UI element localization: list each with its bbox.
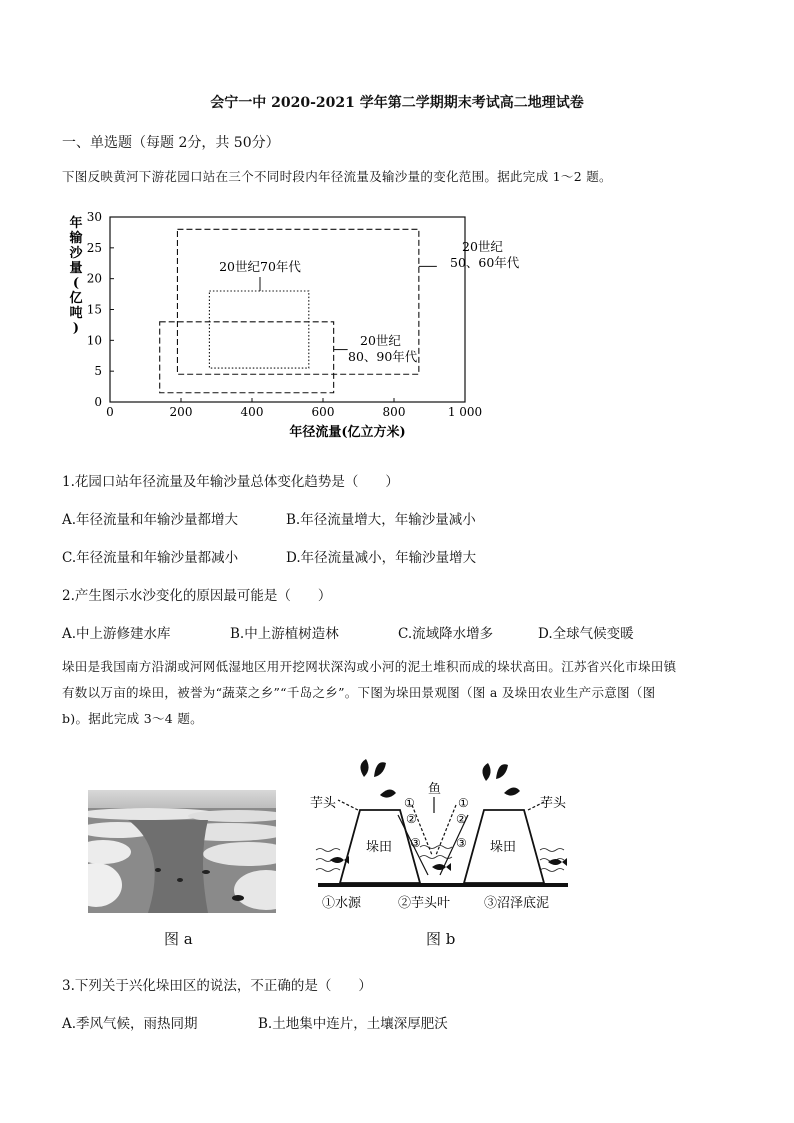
marker-3-right: ③ xyxy=(456,836,467,850)
label-taro-left: 芋头 xyxy=(310,796,337,811)
q1-option-d[interactable]: D.年径流量减小，年输沙量增大 xyxy=(286,550,477,566)
marker-1-right: ① xyxy=(458,796,469,810)
duotian-landscape-photo xyxy=(88,790,276,913)
x-axis-label: 年径流量(亿立方米) xyxy=(289,425,406,440)
duotian-production-diagram xyxy=(308,755,578,915)
y-axis-label-char: 量 xyxy=(69,261,83,276)
x-tick-label: 600 xyxy=(311,405,335,419)
question-2-stem: 2.产生图示水沙变化的原因最可能是（ ） xyxy=(62,588,332,604)
marker-2-right: ② xyxy=(456,812,467,826)
fish-icon xyxy=(432,863,451,871)
series-label: 20世纪70年代 xyxy=(219,259,301,274)
y-axis-label-char: 年 xyxy=(69,216,83,231)
q2-option-c[interactable]: C.流域降水增多 xyxy=(398,626,494,642)
y-tick-label: 15 xyxy=(86,302,102,317)
label-field-left: 垛田 xyxy=(366,840,393,855)
question-1-stem: 1.花园口站年径流量及年输沙量总体变化趋势是（ ） xyxy=(62,474,399,490)
y-axis-label-char: 输 xyxy=(69,231,83,246)
intro-2-line-2: 有数以万亩的垛田，被誉为“蔬菜之乡”“千岛之乡”。下图为垛田景观图（图 a 及垛田农业生产示意图（图 xyxy=(62,685,656,700)
q1-option-b[interactable]: B.年径流量增大，年输沙量减小 xyxy=(286,512,476,528)
legend-taro-leaf: ②芋头叶 xyxy=(398,896,451,911)
marker-1-left: ① xyxy=(404,796,415,810)
taro-plant-icon xyxy=(482,763,520,796)
marker-2-left: ② xyxy=(406,812,417,826)
y-axis-label-char: ) xyxy=(72,321,80,336)
q3-option-b[interactable]: B.土地集中连片，土壤深厚肥沃 xyxy=(258,1016,448,1032)
series-label: 50、60年代 xyxy=(450,255,520,270)
y-axis-label-char: 吨 xyxy=(69,306,83,321)
question-intro-2 xyxy=(62,654,762,732)
label-taro-right: 芋头 xyxy=(540,796,567,811)
series-label: 20世纪 xyxy=(462,239,503,254)
range-box xyxy=(209,291,308,368)
x-tick-label: 800 xyxy=(382,405,406,419)
y-tick-label: 25 xyxy=(86,240,102,255)
label-field-right: 垛田 xyxy=(490,840,517,855)
legend-swamp-mud: ③沼泽底泥 xyxy=(484,896,550,911)
series-label: 20世纪 xyxy=(360,333,401,348)
taro-plant-icon xyxy=(360,759,396,798)
page-title: 会宁一中 2020-2021 学年第二学期期末考试高二地理试卷 xyxy=(210,95,584,111)
y-tick-label: 30 xyxy=(86,210,102,224)
x-tick-label: 0 xyxy=(106,405,114,419)
q1-option-c[interactable]: C.年径流量和年输沙量都减小 xyxy=(62,550,239,566)
caption-figure-b: 图 b xyxy=(426,930,456,948)
intro-2-line-3: b)。据此完成 3～4 题。 xyxy=(62,711,203,726)
range-box xyxy=(160,322,334,393)
x-tick-label: 1 000 xyxy=(447,405,483,419)
y-tick-label: 20 xyxy=(86,271,102,286)
intro-2-line-1: 垛田是我国南方沿湖或河网低湿地区用开挖网状深沟或小河的泥土堆积而成的垛状高田。江苏省兴化市垛田镇 xyxy=(62,659,677,674)
x-tick-label: 400 xyxy=(240,405,264,419)
y-tick-label: 0 xyxy=(94,395,102,409)
y-axis-label-char: 亿 xyxy=(69,291,83,306)
legend-water-source: ①水源 xyxy=(322,896,362,911)
marker-3-left: ③ xyxy=(410,836,421,850)
runoff-sediment-chart xyxy=(60,205,530,450)
x-tick-label: 200 xyxy=(169,405,193,419)
y-axis-label-char: 沙 xyxy=(69,246,83,261)
q1-option-a[interactable]: A.年径流量和年输沙量都增大 xyxy=(62,512,239,528)
q3-option-a[interactable]: A.季风气候，雨热同期 xyxy=(62,1016,198,1032)
q2-option-a[interactable]: A.中上游修建水库 xyxy=(62,626,171,642)
question-intro-1: 下图反映黄河下游花园口站在三个不同时段内年径流量及输沙量的变化范围。据此完成 1～2 题。 xyxy=(62,169,612,184)
series-label: 80、90年代 xyxy=(348,349,418,364)
y-tick-label: 5 xyxy=(94,364,102,379)
caption-figure-a: 图 a xyxy=(164,930,193,948)
q2-option-b[interactable]: B.中上游植树造林 xyxy=(230,626,339,642)
label-fish: 鱼 xyxy=(428,782,442,797)
y-tick-label: 10 xyxy=(86,333,102,348)
q2-option-d[interactable]: D.全球气候变暖 xyxy=(538,626,634,642)
y-axis-label-char: ( xyxy=(72,276,80,291)
section-heading: 一、单选题（每题 2分，共 50分） xyxy=(62,135,280,151)
question-3-stem: 3.下列关于兴化垛田区的说法，不正确的是（ ） xyxy=(62,978,372,994)
